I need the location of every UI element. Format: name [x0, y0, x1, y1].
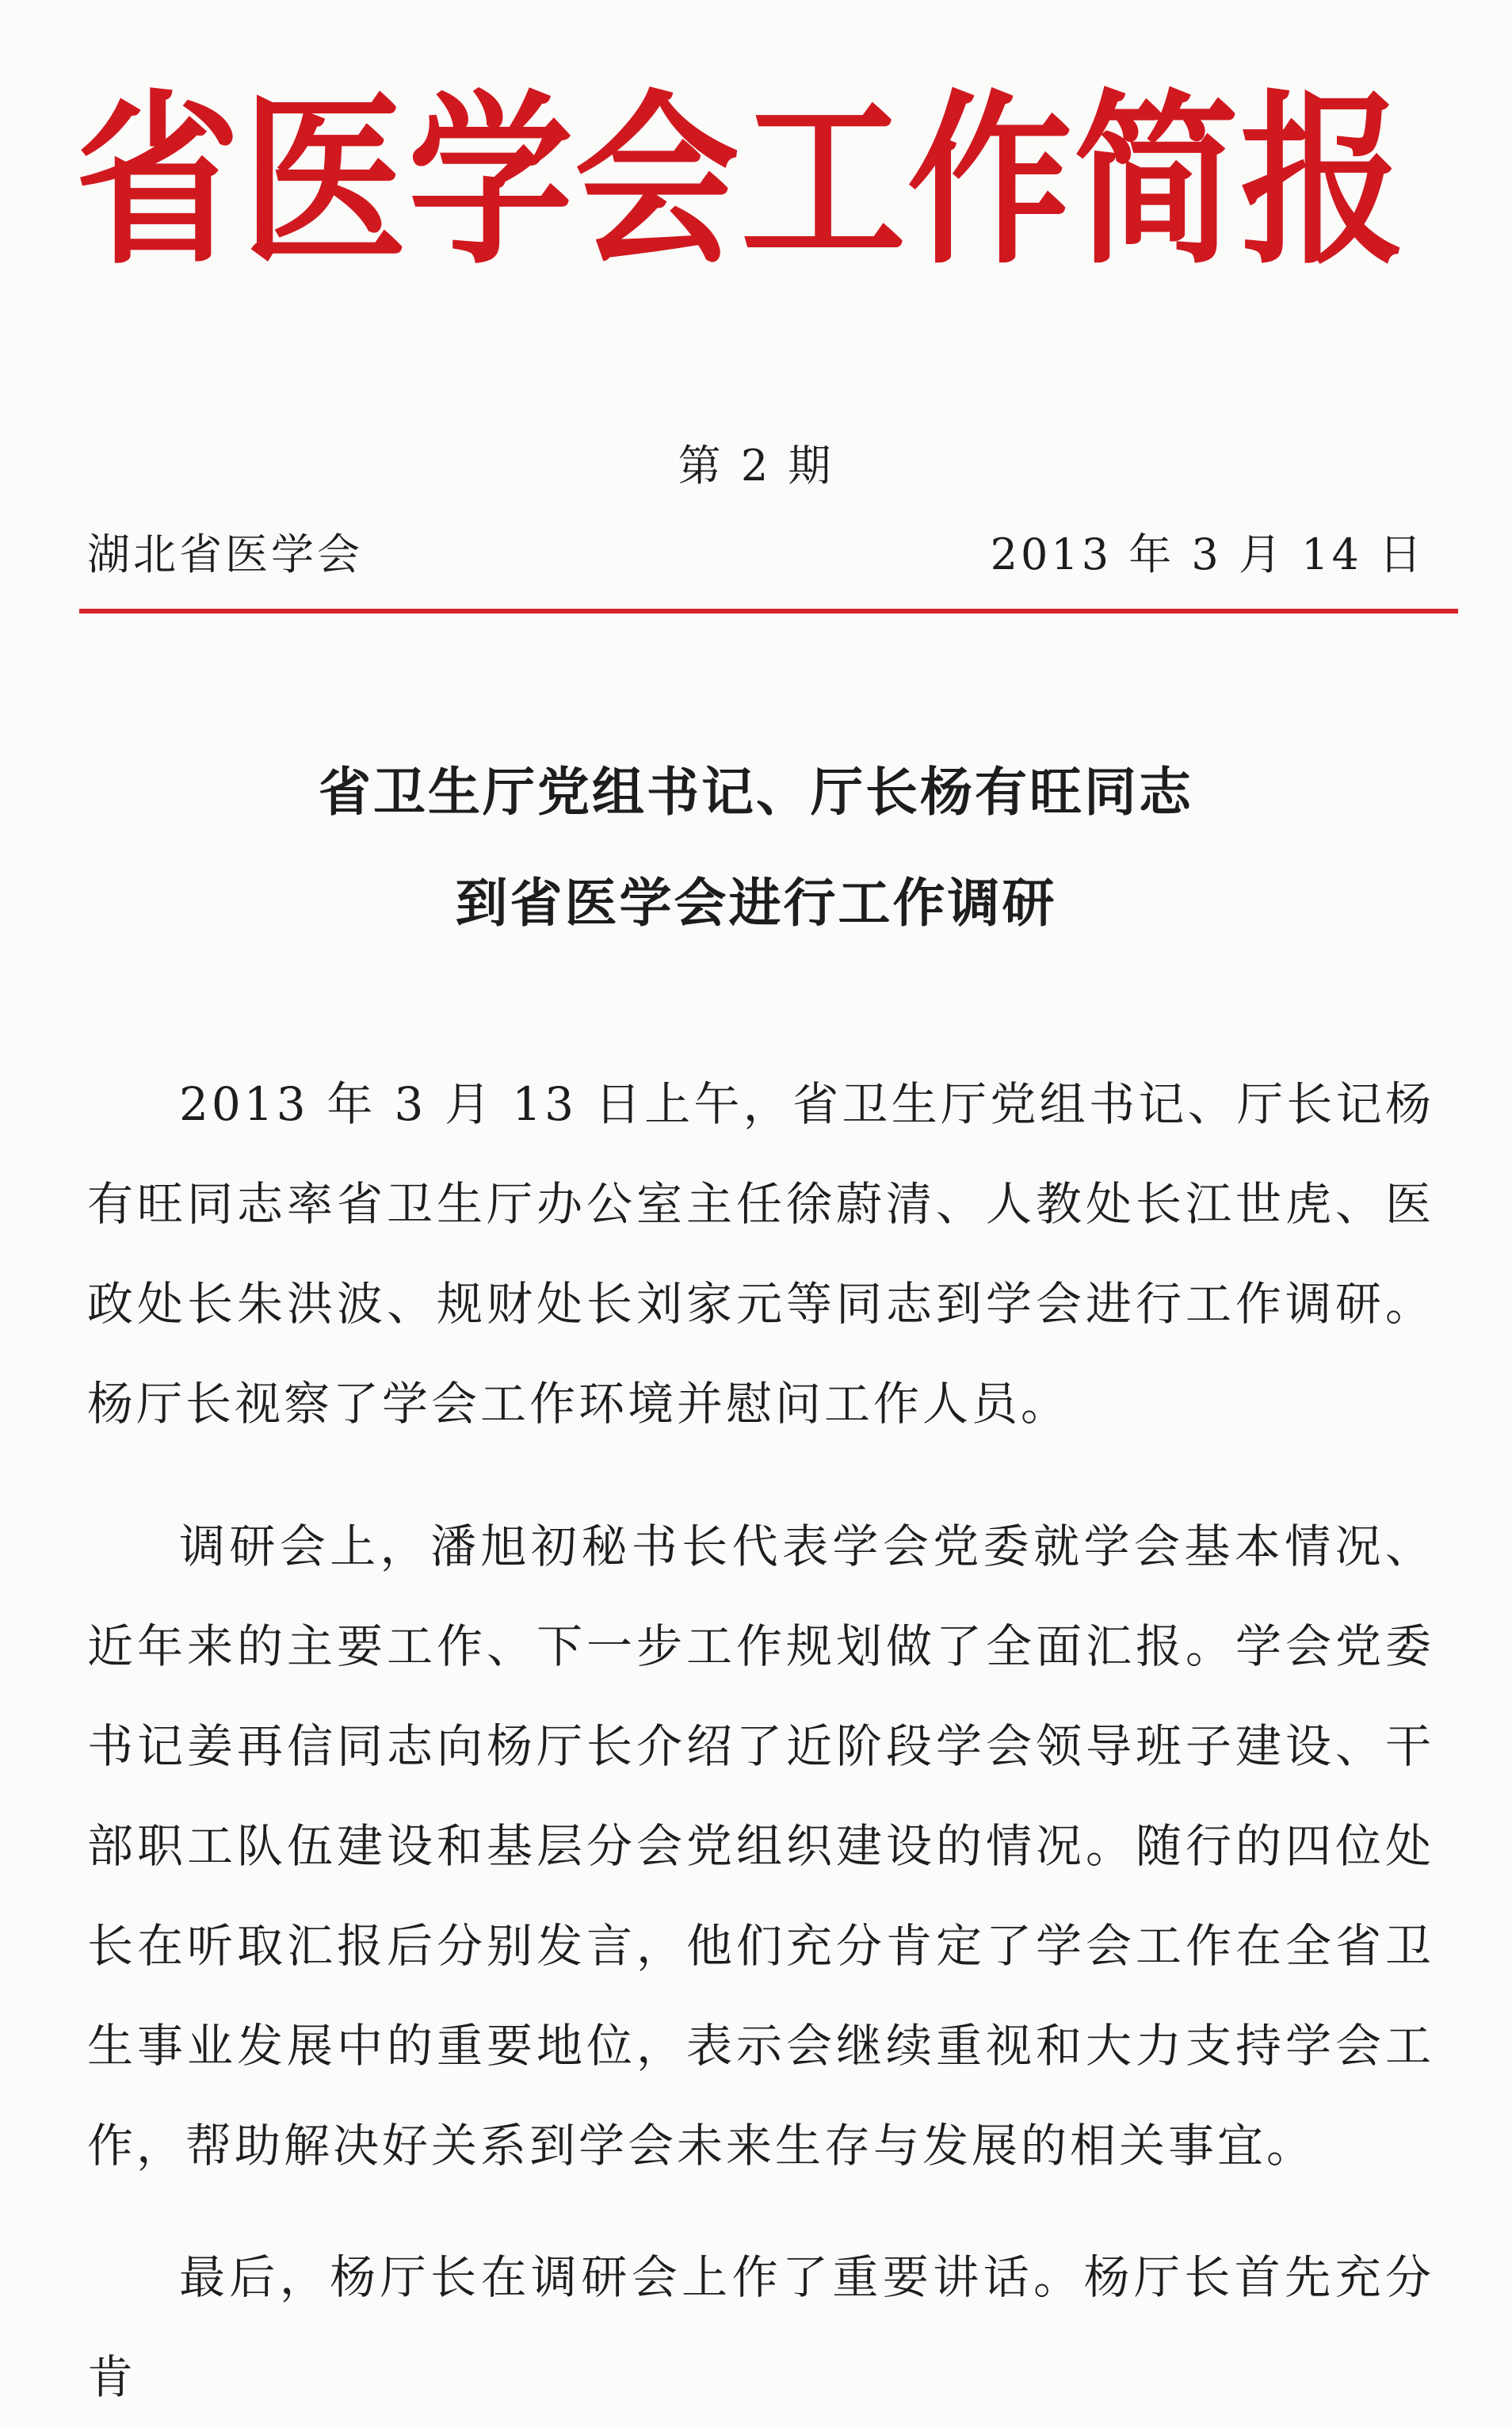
article-paragraph: 最后，杨厅长在调研会上作了重要讲话。杨厅长首先充分肯: [87, 2250, 1434, 2404]
masthead-title: 省医学会工作简报: [75, 75, 1407, 290]
article-paragraph: 2013 年 3 月 13 日上午，省卫生厅党组书记、厅长记杨有旺同志率省卫生厅办公室主任徐蔚清、人教处长江世虎、医政处长朱洪波、规财处长刘家元等同志到学会进行工作调研。杨厅长视察了学会工作环境并慰问工作人员。: [87, 1077, 1434, 1431]
publish-date: 2013 年 3 月 14 日: [990, 529, 1425, 579]
article-body: [87, 1054, 1434, 2427]
article-paragraph: 调研会上，潘旭初秘书长代表学会党委就学会基本情况、近年来的主要工作、下一步工作规划做了全面汇报。学会党委书记姜再信同志向杨厅长介绍了近阶段学会领导班子建设、干部职工队伍建设和基层分会党组织建设的情况。随行的四位处长在听取汇报后分别发言，他们充分肯定了学会工作在全省卫生事业发展中的重要地位，表示会继续重视和大力支持学会工作，帮助解决好关系到学会未来生存与发展的相关事宜。: [87, 1519, 1434, 2173]
article-title-line-2: 到省医学会进行工作调研: [455, 873, 1057, 934]
publisher-name: 湖北省医学会: [87, 529, 363, 579]
header-divider: [79, 609, 1458, 613]
article-title-line-1: 省卫生厅党组书记、厅长杨有旺同志: [319, 762, 1193, 823]
issue-number: 第 2 期: [678, 441, 834, 491]
